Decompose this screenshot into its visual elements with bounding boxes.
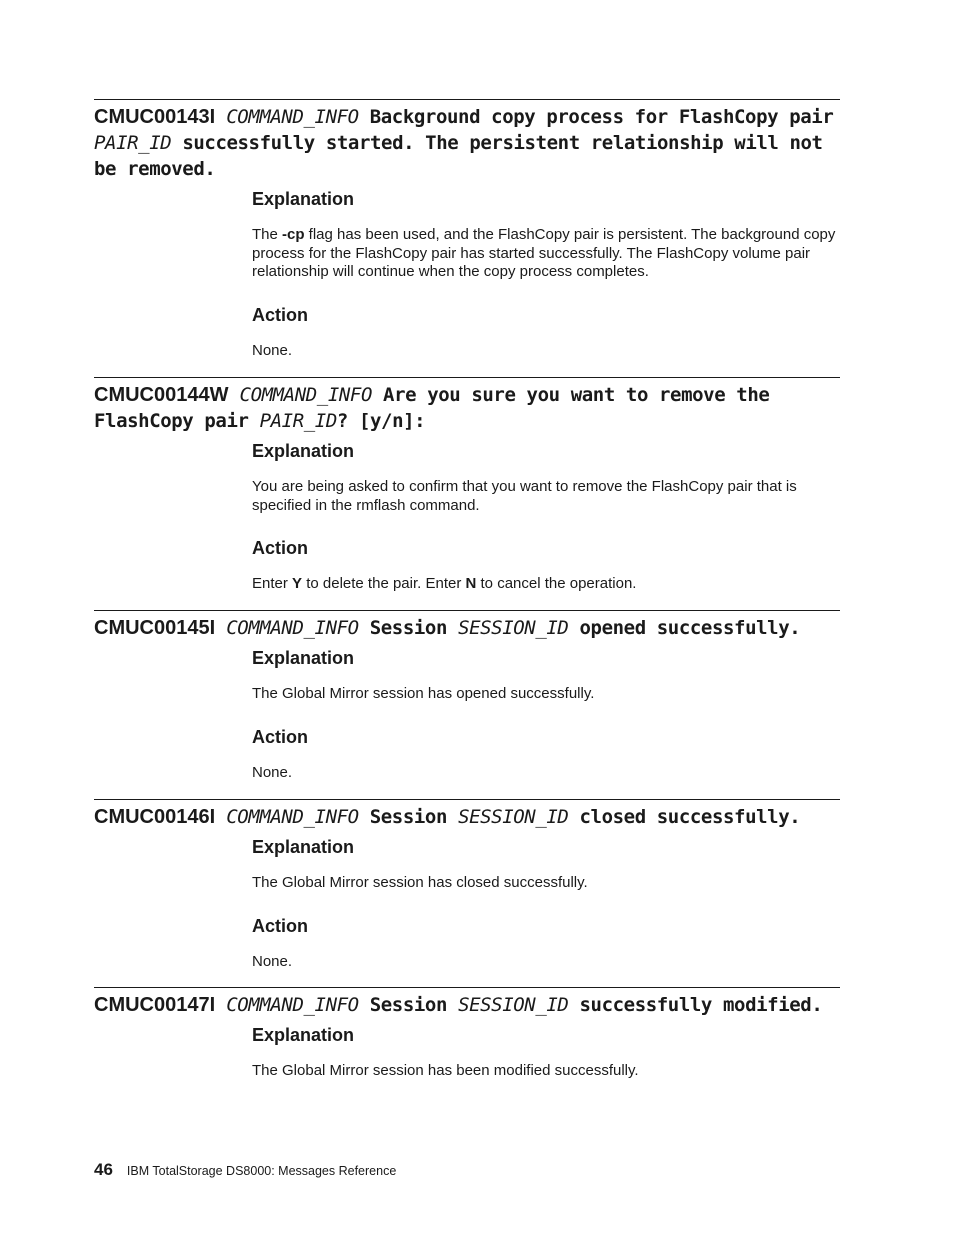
key-name: N [465,575,477,592]
message-title [94,988,840,1018]
title-text: closed successfully. [579,806,801,828]
title-text: Are you sure you want to remove the FlashCopy pair [94,384,770,432]
message-block [94,610,840,782]
explanation-heading: Explanation [252,837,355,857]
explanation-text [252,478,840,515]
message-id: CMUC00145I [94,617,216,639]
action-heading: Action [252,304,308,325]
message-block [94,99,840,360]
text-run: None. [252,763,293,781]
title-variable: COMMAND_INFO [226,806,359,828]
explanation-text [252,226,840,282]
explanation-section [252,641,840,704]
explanation-text [252,1062,840,1081]
title-variable: COMMAND_INFO [239,384,372,406]
title-text: successfully started. The persistent relationship will not be removed. [94,132,823,180]
action-section [252,909,840,972]
action-text [252,764,840,783]
action-text [252,575,840,594]
text-run: None. [252,952,293,970]
explanation-section [252,1018,840,1081]
explanation-section [252,830,840,893]
title-variable: SESSION_ID [458,617,569,639]
action-section [252,298,840,361]
text-run: The [252,226,283,243]
text-run: The Global Mirror session has closed successfully. [252,874,588,891]
title-variable: PAIR_ID [94,132,172,154]
explanation-section [252,434,840,515]
title-variable: SESSION_ID [458,806,569,828]
explanation-heading: Explanation [252,189,355,209]
message-id: CMUC00144W [94,384,229,406]
message-id: CMUC00147I [94,994,216,1016]
text-run: to delete the pair. Enter [302,575,466,592]
title-text: successfully modified. [579,994,823,1016]
title-text: Session [369,617,448,639]
text-run: None. [252,341,293,359]
message-title [94,800,840,830]
message-block [94,987,840,1081]
title-text: opened successfully. [579,617,801,639]
explanation-heading: Explanation [252,1025,355,1045]
key-name: Y [292,575,303,592]
message-title [94,611,840,641]
action-section [252,720,840,783]
message-id: CMUC00143I [94,106,216,128]
message-block [94,799,840,971]
explanation-text [252,874,840,893]
text-run: The Global Mirror session has been modified successfully. [252,1062,639,1079]
title-variable: COMMAND_INFO [226,994,359,1016]
text-run: Enter [252,575,293,592]
title-text: Session [369,994,448,1016]
title-variable: COMMAND_INFO [226,106,359,128]
explanation-text [252,685,840,704]
explanation-section [252,182,840,282]
action-heading: Action [252,726,308,747]
title-text: Background copy process for FlashCopy pair [369,106,834,128]
text-run: You are being asked to confirm that you want to remove the FlashCopy pair that is specified in the rmflash command. [252,478,797,514]
message-id: CMUC00146I [94,806,216,828]
page-number: 46 [94,1160,113,1179]
title-variable: PAIR_ID [259,410,337,432]
title-text: ? [y/n]: [336,410,426,432]
action-section [252,531,840,594]
message-title [94,100,840,182]
text-run: The Global Mirror session has opened successfully. [252,685,595,702]
action-heading: Action [252,915,308,936]
action-text [252,953,840,972]
title-variable: SESSION_ID [458,994,569,1016]
book-title: IBM TotalStorage DS8000: Messages Reference [126,1164,397,1178]
text-run: flag has been used, and the FlashCopy pair is persistent. The background copy process for the FlashCopy pair has started successfully. The FlashCopy volume pair relationship will continue when the copy process completes. [252,226,836,280]
message-title [94,378,840,434]
action-heading: Action [252,538,308,558]
title-variable: COMMAND_INFO [226,617,359,639]
action-text [252,342,840,361]
explanation-heading: Explanation [252,648,355,668]
page-footer [94,1160,396,1180]
explanation-heading: Explanation [252,441,355,461]
flag-name: -cp [282,226,305,243]
message-block [94,377,840,594]
title-text: Session [369,806,448,828]
text-run: to cancel the operation. [476,575,637,592]
